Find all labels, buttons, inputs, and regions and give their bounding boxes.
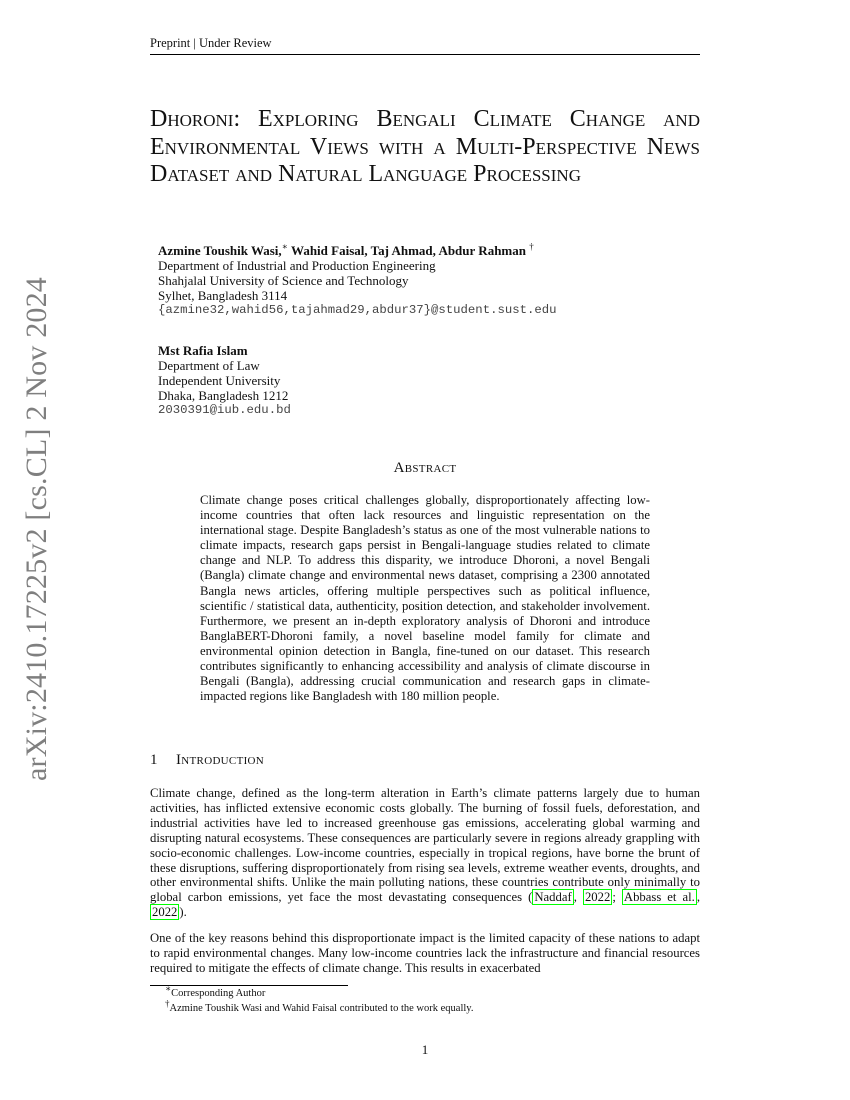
author-email-1: {azmine32,wahid56,tajahmad29,abdur37}@student.sust.edu — [158, 303, 557, 317]
section-heading-introduction — [150, 752, 264, 769]
abstract-text: Climate change poses critical challenges globally, disproportionately affecting low-income countries that often lack resources and linguistic representation on the international stage. Despite Bangladesh’s status as one of the most vulnerable nations to climate impacts, research gaps persist in Bengali-language studies related to climate change and NLP. To address this disparity, we introduce Dhoroni, a novel Bengali (Bangla) climate change and environmental news dataset, comprising a 2300 annotated Bangla news articles, offering multiple perspectives such as political influence, scientific / statistical data, authenticity, position detection, and stakeholder involvement. Furthermore, we present an in-depth exploratory analysis of Dhoroni and introduce BanglaBERT-Dhoroni family, a novel baseline model family for climate and environmental opinion detection in Bangla, fine-tuned on our dataset. This research contributes significantly to enhancing accessibility and analysis of climate discourse in Bengali (Bangla), addressing crucial communication and research gaps in climate-impacted regions like Bangladesh with 180 million people. — [200, 493, 650, 704]
affiliation-university-2: Independent University — [158, 373, 281, 388]
author-rest: Wahid Faisal, Taj Ahmad, Abdur Rahman — [291, 243, 526, 258]
author-name-2: Mst Rafia Islam — [158, 343, 248, 358]
affiliation-location-1: Sylhet, Bangladesh 3114 — [158, 288, 288, 303]
running-header: Preprint | Under Review — [150, 36, 272, 50]
affiliation-dept-1: Department of Industrial and Production Engineering — [158, 258, 436, 273]
affiliation-dept-2: Department of Law — [158, 358, 260, 373]
author-block-2 — [158, 343, 291, 418]
paper-title: Dhoroni: Exploring Bengali Climate Change and Environmental Views with a Multi-Perspective News Dataset and Natural Language Processing — [150, 106, 700, 187]
header-rule — [150, 54, 700, 55]
page-number: 1 — [421, 1042, 429, 1057]
author-names-1 — [158, 243, 556, 258]
footnote-rule — [150, 985, 348, 986]
author-email-2: 2030391@iub.edu.bd — [158, 403, 291, 417]
affiliation-location-2: Dhaka, Bangladesh 1212 — [158, 388, 289, 403]
author-first: Azmine Toushik Wasi, — [158, 243, 282, 258]
section-number: 1 — [150, 752, 158, 768]
section-title: Introduction — [176, 752, 265, 768]
affiliation-university-1: Shahjalal University of Science and Technology — [158, 273, 409, 288]
citation-link[interactable]: 2022 — [152, 905, 178, 920]
citation-link[interactable]: Naddaf — [534, 890, 572, 905]
intro-paragraph-1: Climate change, defined as the long-term alteration in Earth’s climate patterns largely due to human activities, has inflicted extensive economic costs globally. The burning of fossil fuels, deforestation, and industrial activities have led to increased greenhouse gas emissions, accelerating global warming and disrupting natural ecosystems. These consequences are particularly severe in regions already grappling with socio-economic challenges. Low-income countries, especially in tropical regions, have borne the brunt of these disruptions, suffering disproportionately from rising sea levels, extreme weather events, droughts, and other environmental shifts. Unlike the main polluting nations, these countries contribute only minimally to global carbon emissions, yet face the most devastating consequences ( Naddaf , 2022 ; Abbass et al. , 2022 ). — [150, 786, 701, 920]
author-block-1 — [158, 243, 556, 318]
footnote-2: †Azmine Toushik Wasi and Wahid Faisal contributed to the work equally. — [165, 998, 474, 1014]
footnote-1: ∗Corresponding Author — [165, 983, 266, 999]
citation-link[interactable]: 2022 — [584, 890, 611, 905]
citation-link[interactable]: Abbass et al. — [623, 890, 695, 905]
author-dagger-mark: † — [529, 241, 534, 252]
author-star-mark: ∗ — [281, 241, 288, 252]
arxiv-identifier: arXiv:2410.17225v2 [cs.CL] 2 Nov 2024 — [20, 276, 53, 782]
intro-paragraph-2: One of the key reasons behind this disproportionate impact is the limited capacity of these nations to adapt to rapid environmental changes. Many low-income countries lack the infrastructure and financial resources required to mitigate the effects of climate change. This results in exacerbated — [150, 931, 700, 975]
abstract-heading: Abstract — [393, 460, 457, 476]
intro-p1-text: Climate change, defined as the long-term alteration in Earth’s climate patterns largely due to human activities, has inflicted extensive economic costs globally. The burning of fossil fuels, deforestation, and industrial activities have led to increased greenhouse gas emissions, accelerating global warming and disrupting natural ecosystems. These consequences are particularly severe in regions already grappling with socio-economic challenges. Low-income countries, especially in tropical regions, have borne the brunt of these disruptions, suffering disproportionately from rising sea levels, extreme weather events, droughts, and other environmental shifts. Unlike the main polluting nations, these countries contribute only minimally to global carbon emissions, yet face the most devastating consequences ( — [150, 786, 700, 905]
